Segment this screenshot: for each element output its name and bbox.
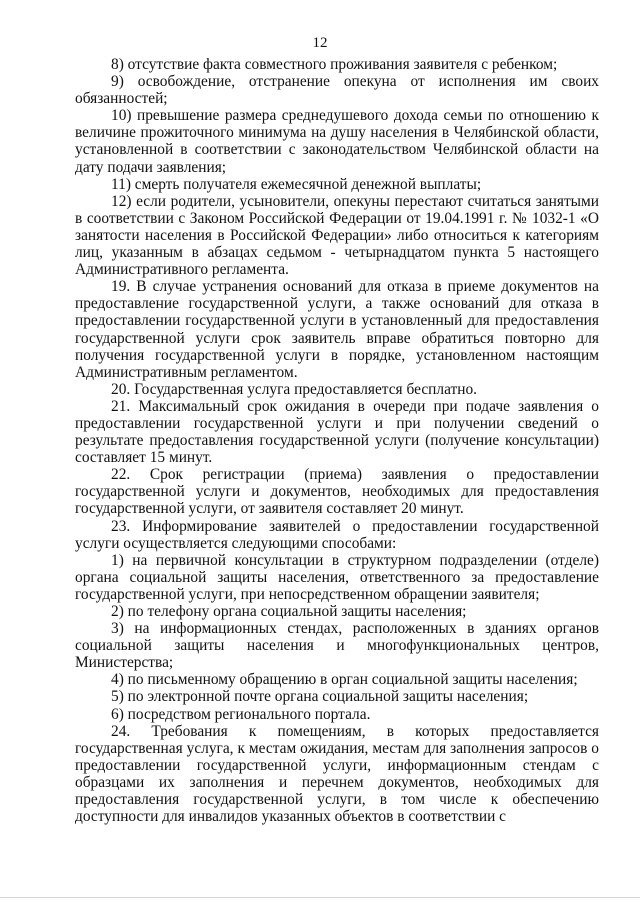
paragraph-clause-24: 24. Требования к помещениям, в которых предоставляется государственная услуга, к местам ожидания, местам для заполнения запросов о предоставлении государственной услуги, информационным стендам с образцами их заполнения и перечнем документов, необходимых для предоставления государственной услуги, в том числе к обеспечению доступности для инвалидов указанных объектов в соответствии с [75,722,599,826]
paragraph-method-3: 3) на информационных стендах, расположенных в зданиях органов социальной защиты населения и многофункциональных центров, Министерства; [75,620,599,672]
paragraph-item-9: 9) освобождение, отстранение опекуна от исполнения им своих обязанностей; [75,73,599,108]
paragraph-clause-23: 23. Информирование заявителей о предоставлении государственной услуги осуществляется следующими способами: [75,517,599,552]
paragraph-method-5: 5) по электронной почте органа социальной защиты населения; [111,688,529,706]
paragraph-item-8: 8) отсутствие факта совместного проживания заявителя с ребенком; [111,56,558,73]
paragraph-clause-20: 20. Государственная услуга предоставляется бесплатно. [111,380,478,398]
page-bottom-edge [0,897,640,898]
paragraph-clause-21: 21. Максимальный срок ожидания в очереди при подаче заявления о предоставлении государственной услуги и при получении сведений о результате предоставления государственной услуги (получение консультации) составляет 15 минут. [75,397,599,467]
paragraph-item-12: 12) если родители, усыновители, опекуны перестают считаться занятыми в соответствии с Законом Российской Федерации от 19.04.1991 г. № 1032-1 «О занятости населения в Российской Федерации» либо относиться к категориям лиц, указанным в абзацах седьмом - четырнадцатом пункта 5 настоящего Административного регламента. [75,192,599,279]
document-body [75,56,599,825]
paragraph-item-10: 10) превышение размера среднедушевого дохода семьи по отношению к величине прожиточного минимума на душу населения в Челябинской области, установленной в соответствии с законодательством Челябинской области на дату подачи заявления; [75,107,599,176]
paragraph-item-11: 11) смерть получателя ежемесячной денежной выплаты; [111,175,482,193]
paragraph-clause-22: 22. Срок регистрации (приема) заявления о предоставлении государственной услуги и документов, необходимых для предоставления государственной услуги, от заявителя составляет 20 минут. [75,466,599,518]
paragraph-method-2: 2) по телефону органа социальной защиты населения; [111,603,467,620]
page-number: 12 [312,35,328,51]
paragraph-method-6: 6) посредством регионального портала. [111,705,371,723]
paragraph-method-4: 4) по письменному обращению в орган социальной защиты населения; [111,671,578,689]
paragraph-method-1: 1) на первичной консультации в структурном подразделении (отделе) органа социальной защиты населения, ответственного за предоставление государственной услуги, при непосредственном обращении заявителя; [75,551,599,603]
paragraph-clause-19: 19. В случае устранения оснований для отказа в приеме документов на предоставление государственной услуги, а также оснований для отказа в предоставлении государственной услуги в установленный для предоставления государственной услуги срок заявитель вправе обратиться повторно для получения государственной услуги в порядке, установленном настоящим Административным регламентом. [75,278,599,381]
